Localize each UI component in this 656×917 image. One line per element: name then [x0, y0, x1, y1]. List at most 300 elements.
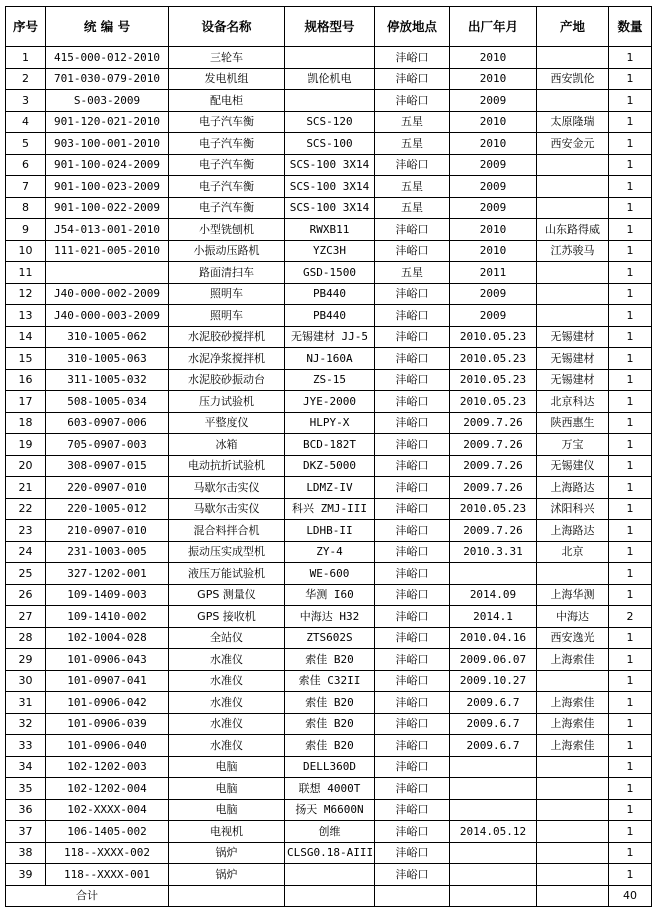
- cell-location: 沣峪口: [375, 606, 450, 628]
- table-row: [6, 864, 652, 886]
- table-row: [6, 455, 652, 477]
- cell-name: 液压万能试验机: [169, 563, 285, 585]
- cell-code: J40-000-002-2009: [46, 283, 169, 305]
- table-row: [6, 326, 652, 348]
- cell-qty: 1: [609, 240, 652, 262]
- cell-index: 18: [6, 412, 46, 434]
- cell-origin: 无锡建材: [537, 348, 609, 370]
- cell-origin: [537, 305, 609, 327]
- cell-model: DELL360D: [285, 756, 375, 778]
- cell-location: 沣峪口: [375, 735, 450, 757]
- table-row: [6, 842, 652, 864]
- cell-name: 电子汽车衡: [169, 133, 285, 155]
- cell-model: YZC3H: [285, 240, 375, 262]
- cell-code: J40-000-003-2009: [46, 305, 169, 327]
- cell-origin: 万宝: [537, 434, 609, 456]
- header-index: 序号: [6, 7, 46, 47]
- cell-index: 8: [6, 197, 46, 219]
- cell-qty: 1: [609, 541, 652, 563]
- cell-name: 发电机组: [169, 68, 285, 90]
- cell-origin: 北京科达: [537, 391, 609, 413]
- cell-name: 电脑: [169, 778, 285, 800]
- cell-index: 27: [6, 606, 46, 628]
- cell-name: 电子汽车衡: [169, 176, 285, 198]
- cell-code: J54-013-001-2010: [46, 219, 169, 241]
- cell-index: 13: [6, 305, 46, 327]
- table-row: [6, 111, 652, 133]
- cell-name: 电脑: [169, 799, 285, 821]
- table-row: [6, 606, 652, 628]
- cell-code: 901-100-022-2009: [46, 197, 169, 219]
- cell-location: 沣峪口: [375, 584, 450, 606]
- cell-model: 索佳 B20: [285, 735, 375, 757]
- cell-date: 2014.05.12: [450, 821, 537, 843]
- cell-location: 五星: [375, 133, 450, 155]
- cell-origin: [537, 821, 609, 843]
- cell-name: 水准仪: [169, 649, 285, 671]
- cell-model: 科兴 ZMJ-III: [285, 498, 375, 520]
- table-row: [6, 197, 652, 219]
- cell-model: SCS-100 3X14: [285, 154, 375, 176]
- cell-model: ZY-4: [285, 541, 375, 563]
- cell-origin: 沭阳科兴: [537, 498, 609, 520]
- cell-code: 101-0906-040: [46, 735, 169, 757]
- cell-code: 101-0906-039: [46, 713, 169, 735]
- cell-location: 沣峪口: [375, 821, 450, 843]
- cell-origin: 上海华测: [537, 584, 609, 606]
- cell-qty: 1: [609, 498, 652, 520]
- cell-date: 2010: [450, 133, 537, 155]
- table-row: [6, 692, 652, 714]
- cell-origin: 无锡建材: [537, 369, 609, 391]
- cell-location: 沣峪口: [375, 90, 450, 112]
- table-row: [6, 68, 652, 90]
- cell-qty: 1: [609, 821, 652, 843]
- cell-qty: 1: [609, 692, 652, 714]
- cell-date: 2009: [450, 197, 537, 219]
- cell-qty: 1: [609, 176, 652, 198]
- cell-code: 106-1405-002: [46, 821, 169, 843]
- cell-origin: [537, 262, 609, 284]
- cell-code: 901-100-023-2009: [46, 176, 169, 198]
- cell-model: 索佳 B20: [285, 649, 375, 671]
- cell-date: [450, 842, 537, 864]
- cell-location: 沣峪口: [375, 563, 450, 585]
- cell-origin: 上海索佳: [537, 649, 609, 671]
- cell-index: 21: [6, 477, 46, 499]
- cell-qty: 1: [609, 111, 652, 133]
- cell-name: 马歇尔击实仪: [169, 498, 285, 520]
- cell-index: 24: [6, 541, 46, 563]
- cell-code: 415-000-012-2010: [46, 47, 169, 69]
- cell-date: 2014.09: [450, 584, 537, 606]
- cell-origin: [537, 778, 609, 800]
- cell-model: LDMZ-IV: [285, 477, 375, 499]
- cell-model: [285, 90, 375, 112]
- cell-qty: 1: [609, 842, 652, 864]
- cell-date: 2010: [450, 240, 537, 262]
- cell-origin: [537, 283, 609, 305]
- cell-origin: [537, 799, 609, 821]
- cell-qty: 1: [609, 477, 652, 499]
- cell-name: 电子汽车衡: [169, 197, 285, 219]
- cell-date: [450, 563, 537, 585]
- cell-location: 沣峪口: [375, 713, 450, 735]
- cell-origin: 无锡建材: [537, 326, 609, 348]
- cell-location: 沣峪口: [375, 498, 450, 520]
- table-row: [6, 262, 652, 284]
- table-row: [6, 47, 652, 69]
- cell-origin: 西安金元: [537, 133, 609, 155]
- cell-location: 沣峪口: [375, 326, 450, 348]
- cell-index: 34: [6, 756, 46, 778]
- table-row: [6, 563, 652, 585]
- table-row: [6, 735, 652, 757]
- cell-origin: 陕西惠生: [537, 412, 609, 434]
- cell-location: 沣峪口: [375, 68, 450, 90]
- cell-qty: 1: [609, 412, 652, 434]
- cell-location: 沣峪口: [375, 434, 450, 456]
- cell-qty: 1: [609, 799, 652, 821]
- cell-qty: 1: [609, 47, 652, 69]
- cell-model: RWXB11: [285, 219, 375, 241]
- cell-code: 220-0907-010: [46, 477, 169, 499]
- cell-index: 14: [6, 326, 46, 348]
- cell-index: 12: [6, 283, 46, 305]
- cell-qty: 1: [609, 735, 652, 757]
- cell-date: 2009: [450, 305, 537, 327]
- cell-qty: 1: [609, 133, 652, 155]
- cell-model: 扬天 M6600N: [285, 799, 375, 821]
- cell-location: 沣峪口: [375, 412, 450, 434]
- table-row: [6, 391, 652, 413]
- cell-name: 电子汽车衡: [169, 111, 285, 133]
- cell-index: 23: [6, 520, 46, 542]
- cell-index: 6: [6, 154, 46, 176]
- cell-name: 水泥净浆搅拌机: [169, 348, 285, 370]
- table-row: [6, 756, 652, 778]
- cell-model: NJ-160A: [285, 348, 375, 370]
- table-row: [6, 627, 652, 649]
- table-row: [6, 713, 652, 735]
- equipment-inventory-sheet: [5, 6, 651, 907]
- cell-qty: 1: [609, 326, 652, 348]
- cell-origin: 上海路达: [537, 477, 609, 499]
- table-row: [6, 369, 652, 391]
- cell-date: 2010: [450, 47, 537, 69]
- equipment-table: [5, 6, 652, 907]
- cell-code: S-003-2009: [46, 90, 169, 112]
- cell-qty: 1: [609, 584, 652, 606]
- table-row: [6, 541, 652, 563]
- cell-model: 创维: [285, 821, 375, 843]
- cell-date: 2009.7.26: [450, 477, 537, 499]
- cell-code: 310-1005-062: [46, 326, 169, 348]
- cell-model: 联想 4000T: [285, 778, 375, 800]
- cell-code: 603-0907-006: [46, 412, 169, 434]
- cell-date: 2009.6.7: [450, 713, 537, 735]
- cell-origin: 太原隆瑞: [537, 111, 609, 133]
- cell-location: 五星: [375, 111, 450, 133]
- cell-model: HLPY-X: [285, 412, 375, 434]
- cell-index: 7: [6, 176, 46, 198]
- total-empty-cell: [537, 885, 609, 907]
- cell-model: JYE-2000: [285, 391, 375, 413]
- cell-origin: 上海索佳: [537, 735, 609, 757]
- table-row: [6, 799, 652, 821]
- cell-index: 35: [6, 778, 46, 800]
- cell-name: 水准仪: [169, 735, 285, 757]
- cell-qty: 1: [609, 197, 652, 219]
- cell-name: 混合料拌合机: [169, 520, 285, 542]
- cell-name: 全站仪: [169, 627, 285, 649]
- cell-location: 沣峪口: [375, 283, 450, 305]
- cell-model: [285, 864, 375, 886]
- cell-origin: [537, 864, 609, 886]
- cell-name: 水泥胶砂振动台: [169, 369, 285, 391]
- cell-index: 36: [6, 799, 46, 821]
- cell-index: 4: [6, 111, 46, 133]
- cell-origin: 中海达: [537, 606, 609, 628]
- cell-name: 照明车: [169, 305, 285, 327]
- cell-qty: 1: [609, 670, 652, 692]
- cell-code: 101-0906-043: [46, 649, 169, 671]
- table-row: [6, 90, 652, 112]
- cell-location: 沣峪口: [375, 154, 450, 176]
- cell-location: 沣峪口: [375, 778, 450, 800]
- cell-location: 沣峪口: [375, 756, 450, 778]
- cell-qty: 1: [609, 369, 652, 391]
- cell-name: 平整度仪: [169, 412, 285, 434]
- cell-index: 28: [6, 627, 46, 649]
- cell-origin: [537, 197, 609, 219]
- cell-location: 沣峪口: [375, 240, 450, 262]
- cell-qty: 1: [609, 348, 652, 370]
- cell-date: 2009.7.26: [450, 455, 537, 477]
- cell-index: 3: [6, 90, 46, 112]
- cell-name: GPS 接收机: [169, 606, 285, 628]
- cell-date: 2010.05.23: [450, 369, 537, 391]
- cell-origin: [537, 670, 609, 692]
- cell-name: 水准仪: [169, 670, 285, 692]
- total-qty: 40: [609, 885, 652, 907]
- cell-index: 16: [6, 369, 46, 391]
- total-empty-cell: [169, 885, 285, 907]
- table-row: [6, 584, 652, 606]
- cell-qty: 1: [609, 627, 652, 649]
- cell-name: 压力试验机: [169, 391, 285, 413]
- cell-index: 25: [6, 563, 46, 585]
- cell-code: 101-0906-042: [46, 692, 169, 714]
- cell-qty: 1: [609, 563, 652, 585]
- cell-code: 701-030-079-2010: [46, 68, 169, 90]
- cell-date: 2010.05.23: [450, 348, 537, 370]
- header-row: [6, 7, 652, 47]
- cell-name: 三轮车: [169, 47, 285, 69]
- cell-location: 沣峪口: [375, 391, 450, 413]
- cell-location: 沣峪口: [375, 455, 450, 477]
- cell-model: DKZ-5000: [285, 455, 375, 477]
- cell-date: 2010.04.16: [450, 627, 537, 649]
- cell-code: 901-120-021-2010: [46, 111, 169, 133]
- header-origin: 产地: [537, 7, 609, 47]
- cell-date: 2010: [450, 68, 537, 90]
- header-date: 出厂年月: [450, 7, 537, 47]
- cell-origin: 上海路达: [537, 520, 609, 542]
- cell-code: 311-1005-032: [46, 369, 169, 391]
- cell-code: 327-1202-001: [46, 563, 169, 585]
- cell-origin: [537, 563, 609, 585]
- cell-code: 705-0907-003: [46, 434, 169, 456]
- cell-qty: 1: [609, 68, 652, 90]
- cell-origin: 山东路得威: [537, 219, 609, 241]
- cell-model: CLSG0.18-AIII: [285, 842, 375, 864]
- cell-model: SCS-120: [285, 111, 375, 133]
- cell-index: 29: [6, 649, 46, 671]
- cell-model: SCS-100 3X14: [285, 176, 375, 198]
- cell-location: 沣峪口: [375, 348, 450, 370]
- cell-model: SCS-100: [285, 133, 375, 155]
- cell-date: 2011: [450, 262, 537, 284]
- cell-qty: 1: [609, 864, 652, 886]
- cell-date: [450, 799, 537, 821]
- cell-name: 小振动压路机: [169, 240, 285, 262]
- cell-index: 2: [6, 68, 46, 90]
- cell-origin: [537, 176, 609, 198]
- cell-index: 11: [6, 262, 46, 284]
- cell-origin: [537, 90, 609, 112]
- cell-index: 22: [6, 498, 46, 520]
- cell-qty: 1: [609, 434, 652, 456]
- cell-code: 102-1004-028: [46, 627, 169, 649]
- cell-index: 31: [6, 692, 46, 714]
- cell-date: 2009: [450, 90, 537, 112]
- cell-qty: 1: [609, 520, 652, 542]
- cell-location: 五星: [375, 262, 450, 284]
- cell-code: 109-1409-003: [46, 584, 169, 606]
- cell-code: 118--XXXX-002: [46, 842, 169, 864]
- total-empty-cell: [450, 885, 537, 907]
- cell-qty: 1: [609, 262, 652, 284]
- cell-name: 电视机: [169, 821, 285, 843]
- cell-origin: 无锡建仪: [537, 455, 609, 477]
- cell-qty: 1: [609, 756, 652, 778]
- table-row: [6, 649, 652, 671]
- cell-origin: [537, 47, 609, 69]
- cell-index: 33: [6, 735, 46, 757]
- cell-index: 17: [6, 391, 46, 413]
- cell-origin: 上海索佳: [537, 692, 609, 714]
- cell-date: 2009.7.26: [450, 434, 537, 456]
- cell-model: 华测 I60: [285, 584, 375, 606]
- table-row: [6, 670, 652, 692]
- table-row: [6, 240, 652, 262]
- cell-date: 2009.06.07: [450, 649, 537, 671]
- cell-location: 沣峪口: [375, 219, 450, 241]
- cell-index: 38: [6, 842, 46, 864]
- cell-code: 231-1003-005: [46, 541, 169, 563]
- cell-date: 2009.6.7: [450, 735, 537, 757]
- total-empty-cell: [285, 885, 375, 907]
- cell-name: 水泥胶砂搅拌机: [169, 326, 285, 348]
- cell-name: 配电柜: [169, 90, 285, 112]
- cell-code: 111-021-005-2010: [46, 240, 169, 262]
- cell-date: 2010.05.23: [450, 498, 537, 520]
- cell-model: ZS-15: [285, 369, 375, 391]
- cell-model: WE-600: [285, 563, 375, 585]
- cell-name: 水准仪: [169, 713, 285, 735]
- cell-code: 102-1202-003: [46, 756, 169, 778]
- cell-location: 沣峪口: [375, 520, 450, 542]
- header-location: 停放地点: [375, 7, 450, 47]
- cell-qty: 1: [609, 219, 652, 241]
- table-row: [6, 219, 652, 241]
- cell-location: 沣峪口: [375, 627, 450, 649]
- cell-index: 20: [6, 455, 46, 477]
- cell-model: 索佳 B20: [285, 692, 375, 714]
- cell-origin: 西安逸光: [537, 627, 609, 649]
- cell-name: 电脑: [169, 756, 285, 778]
- cell-name: 水准仪: [169, 692, 285, 714]
- cell-location: 沣峪口: [375, 799, 450, 821]
- cell-location: 沣峪口: [375, 692, 450, 714]
- cell-qty: 1: [609, 283, 652, 305]
- cell-model: 凯伦机电: [285, 68, 375, 90]
- total-empty-cell: [375, 885, 450, 907]
- cell-location: 沣峪口: [375, 369, 450, 391]
- cell-code: 102-1202-004: [46, 778, 169, 800]
- cell-name: 锅炉: [169, 864, 285, 886]
- header-qty: 数量: [609, 7, 652, 47]
- cell-location: 五星: [375, 197, 450, 219]
- cell-origin: [537, 154, 609, 176]
- total-row: [6, 885, 652, 907]
- cell-date: 2010.05.23: [450, 326, 537, 348]
- cell-origin: [537, 756, 609, 778]
- cell-index: 32: [6, 713, 46, 735]
- cell-location: 沣峪口: [375, 649, 450, 671]
- cell-index: 37: [6, 821, 46, 843]
- cell-qty: 1: [609, 778, 652, 800]
- cell-location: 沣峪口: [375, 842, 450, 864]
- cell-date: 2009: [450, 154, 537, 176]
- cell-index: 30: [6, 670, 46, 692]
- cell-model: BCD-182T: [285, 434, 375, 456]
- cell-name: 路面清扫车: [169, 262, 285, 284]
- cell-code: 508-1005-034: [46, 391, 169, 413]
- cell-code: 310-1005-063: [46, 348, 169, 370]
- cell-origin: 北京: [537, 541, 609, 563]
- header-name: 设备名称: [169, 7, 285, 47]
- table-row: [6, 305, 652, 327]
- cell-location: 沣峪口: [375, 47, 450, 69]
- cell-location: 沣峪口: [375, 477, 450, 499]
- cell-name: 电动抗折试验机: [169, 455, 285, 477]
- cell-date: 2010: [450, 219, 537, 241]
- cell-index: 19: [6, 434, 46, 456]
- cell-name: 锅炉: [169, 842, 285, 864]
- cell-index: 10: [6, 240, 46, 262]
- cell-model: 索佳 B20: [285, 713, 375, 735]
- cell-model: 无锡建材 JJ-5: [285, 326, 375, 348]
- cell-qty: 1: [609, 649, 652, 671]
- cell-model: SCS-100 3X14: [285, 197, 375, 219]
- cell-code: 220-1005-012: [46, 498, 169, 520]
- cell-code: 102-XXXX-004: [46, 799, 169, 821]
- table-row: [6, 154, 652, 176]
- header-code: 统 编 号: [46, 7, 169, 47]
- cell-model: PB440: [285, 283, 375, 305]
